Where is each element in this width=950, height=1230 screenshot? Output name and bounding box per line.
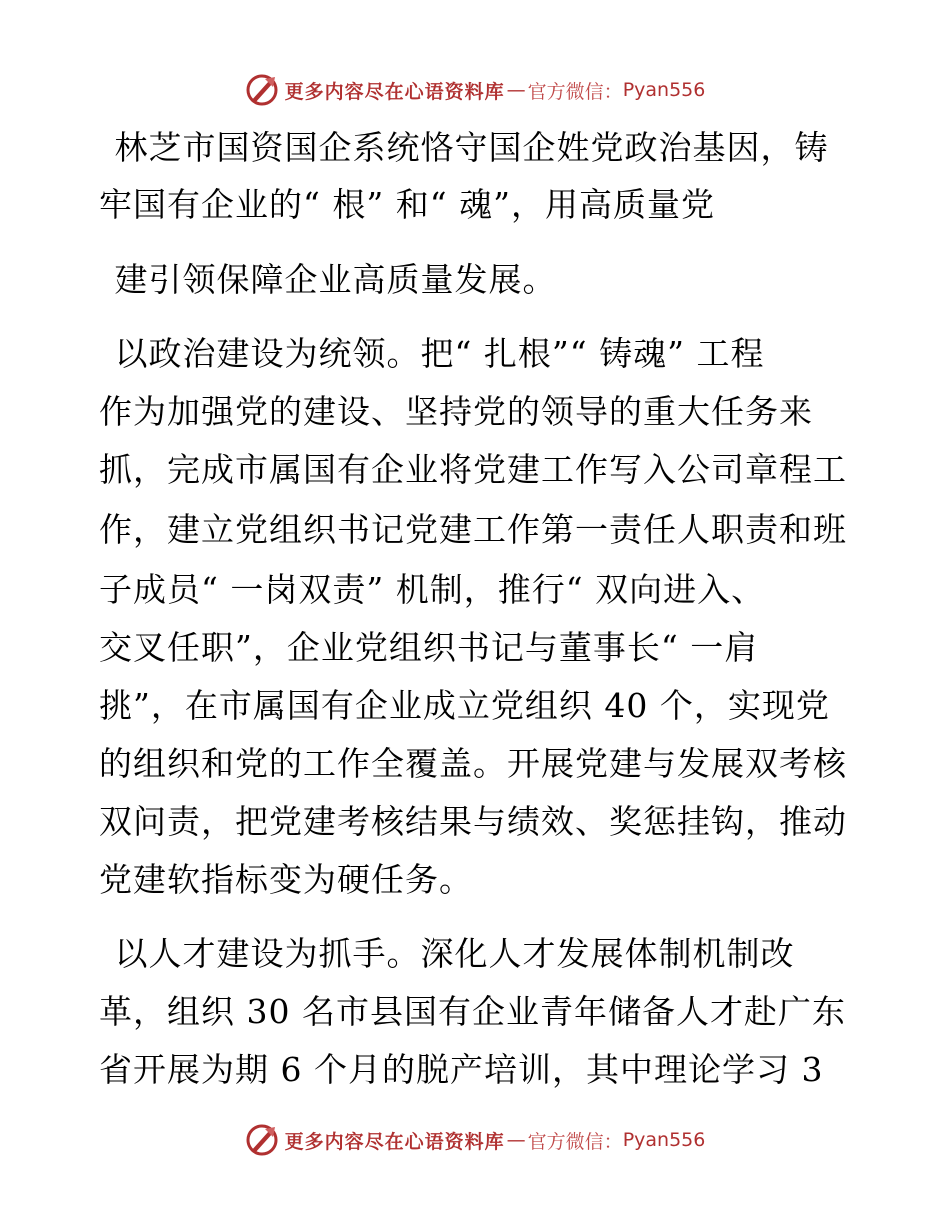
text-line: 作，建立党组织书记党建工作第一责任人职责和班 <box>99 510 847 549</box>
text-line: 省开展为期 6 个月的脱产培训，其中理论学习 3 <box>99 1050 824 1089</box>
watermark-wechat-id: Pyan556 <box>622 1129 706 1151</box>
text-line: 抓，完成市属国有企业将党建工作写入公司章程工 <box>99 450 847 489</box>
text-line: 牢国有企业的“ 根” 和“ 魂”，用高质量党 <box>99 185 715 224</box>
watermark-footer <box>0 1120 950 1160</box>
text-line: 子成员“ 一岗双责” 机制，推行“ 双向进入、 <box>99 570 766 609</box>
quill-logo-icon <box>245 73 279 107</box>
watermark-wechat-label: 官方微信： <box>527 80 623 103</box>
text-line: 革，组织 30 名市县国有企业青年储备人才赴广东 <box>99 992 846 1031</box>
watermark-separator: — <box>506 1129 526 1151</box>
text-line: 作为加强党的建设、坚持党的领导的重大任务来 <box>99 392 813 431</box>
watermark-header <box>0 70 950 110</box>
text-line: 建引领保障企业高质量发展。 <box>103 260 557 299</box>
text-line: 党建软指标变为硬任务。 <box>99 860 473 899</box>
watermark-title: 更多内容尽在心语资料库 <box>284 80 505 103</box>
text-line: 的组织和党的工作全覆盖。开展党建与发展双考核 <box>99 744 847 783</box>
text-line: 以政治建设为统领。把“ 扎根”“ 铸魂” 工程 <box>103 334 765 373</box>
text-line: 以人才建设为抓手。深化人才发展体制机制改 <box>103 934 795 973</box>
text-line: 交叉任职”，企业党组织书记与董事长“ 一肩 <box>99 628 759 667</box>
watermark-wechat-label: 官方微信： <box>527 1130 623 1153</box>
quill-logo-icon <box>245 1123 279 1157</box>
text-line: 林芝市国资国企系统恪守国企姓党政治基因，铸 <box>103 128 829 167</box>
text-line: 双问责，把党建考核结果与绩效、奖惩挂钩，推动 <box>99 802 847 841</box>
text-line: 挑”，在市属国有企业成立党组织 40 个，实现党 <box>99 686 830 725</box>
watermark-title: 更多内容尽在心语资料库 <box>284 1130 505 1153</box>
watermark-separator: — <box>506 79 526 101</box>
watermark-wechat-id: Pyan556 <box>622 79 706 101</box>
